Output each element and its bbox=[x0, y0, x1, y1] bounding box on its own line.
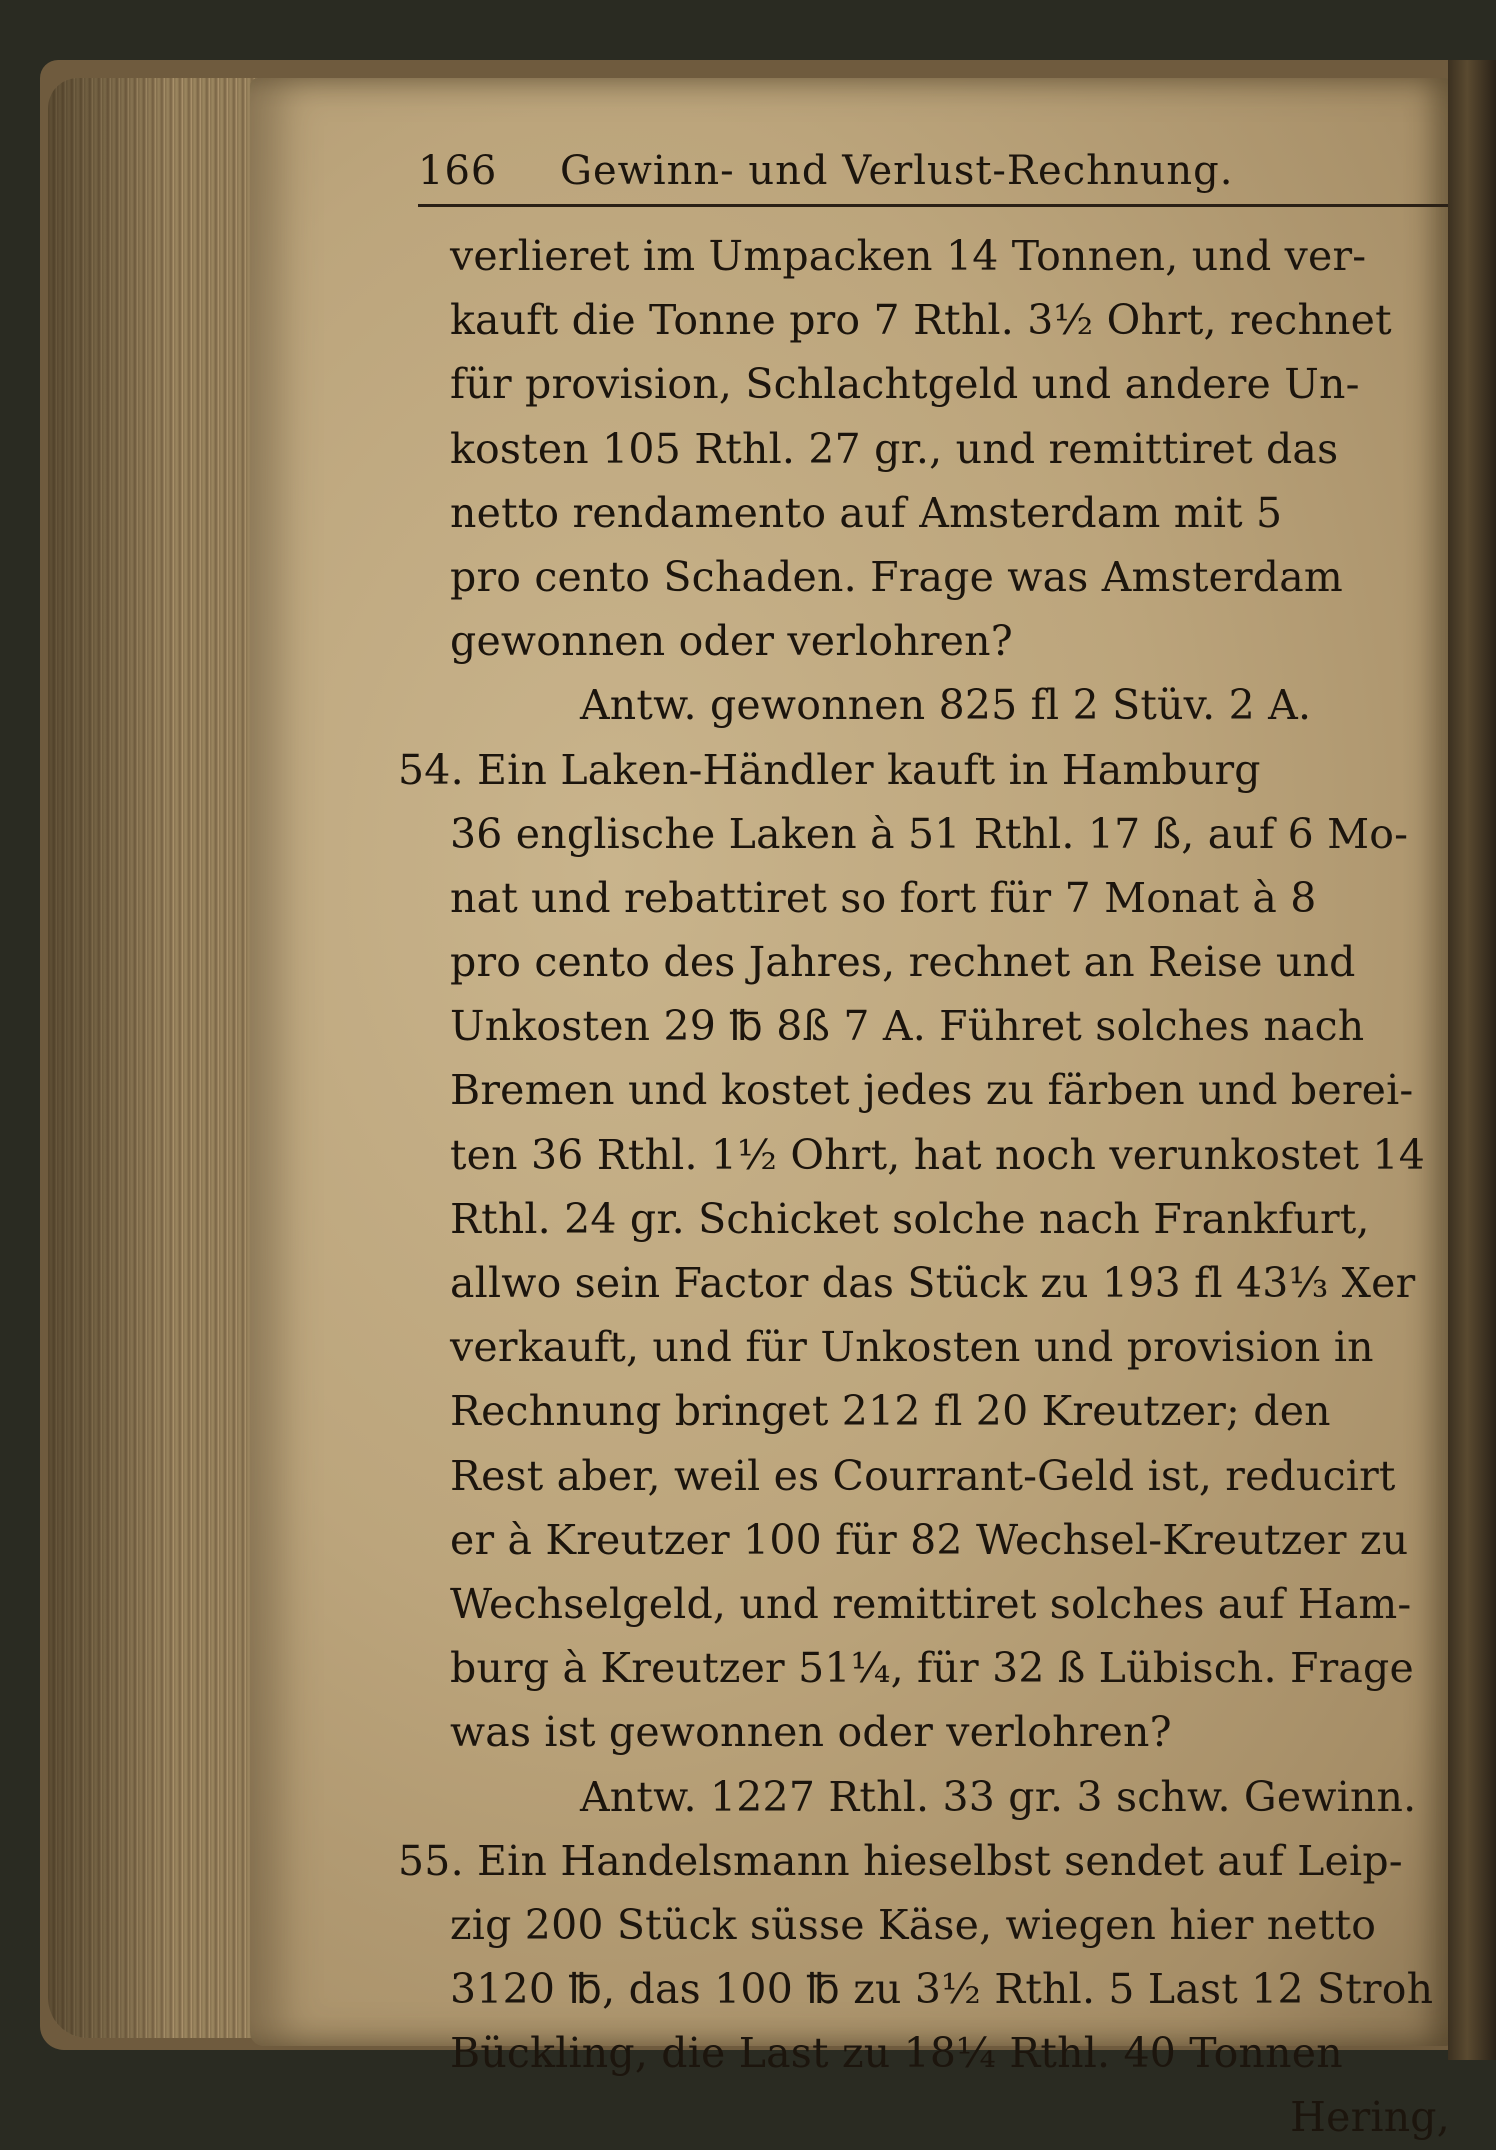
text-line: zig 200 Stück süsse Käse, wiegen hier netto bbox=[450, 1900, 1377, 1949]
text-line: pro cento des Jahres, rechnet an Reise und bbox=[450, 938, 1356, 987]
text-line: netto rendamento auf Amsterdam mit 5 bbox=[450, 488, 1283, 537]
text-line: 55. Ein Handelsmann hieselbst sendet auf Leip- bbox=[398, 1836, 1403, 1885]
text-line: Antw. gewonnen 825 fl 2 Stüv. 2 A. bbox=[580, 681, 1312, 730]
body-text bbox=[398, 224, 1450, 2150]
text-line: Hering, bbox=[1290, 2093, 1450, 2142]
page-edges bbox=[48, 78, 258, 2038]
text-line: Bückling, die Last zu 18¼ Rthl. 40 Tonnen bbox=[450, 2029, 1343, 2078]
text-line: Wechselgeld, und remittiret solches auf Ham- bbox=[450, 1579, 1412, 1628]
page-text bbox=[300, 140, 1450, 2142]
text-line: Rest aber, weil es Courrant-Geld ist, reducirt bbox=[450, 1451, 1396, 1500]
book-gutter bbox=[1448, 60, 1496, 2060]
text-line: nat und rebattiret so fort für 7 Monat à 8 bbox=[450, 873, 1317, 922]
text-line: er à Kreutzer 100 für 82 Wechsel-Kreutzer zu bbox=[450, 1515, 1409, 1564]
text-line: kauft die Tonne pro 7 Rthl. 3½ Ohrt, rechnet bbox=[450, 296, 1392, 345]
text-line: für provision, Schlachtgeld und andere Un- bbox=[450, 360, 1360, 409]
text-line: Rthl. 24 gr. Schicket solche nach Frankfurt, bbox=[450, 1194, 1370, 1243]
text-line: Rechnung bringet 212 fl 20 Kreutzer; den bbox=[450, 1387, 1331, 1436]
header-rule bbox=[418, 204, 1448, 207]
text-line: Bremen und kostet jedes zu färben und berei- bbox=[450, 1066, 1414, 1115]
text-line: ten 36 Rthl. 1½ Ohrt, hat noch verunkostet 14 bbox=[450, 1130, 1426, 1179]
text-line: allwo sein Factor das Stück zu 193 fl 43⅓ Xer bbox=[450, 1259, 1416, 1307]
page-number: 166 bbox=[418, 148, 498, 194]
text-line: verkauft, und für Unkosten und provision in bbox=[450, 1323, 1374, 1372]
running-title: Gewinn- und Verlust-Rechnung. bbox=[560, 148, 1234, 194]
text-line: burg à Kreutzer 51¼, für 32 ß Lübisch. Frage bbox=[450, 1644, 1414, 1693]
text-line: kosten 105 Rthl. 27 gr., und remittiret das bbox=[450, 424, 1339, 473]
page-header bbox=[300, 140, 1450, 210]
text-line: 54. Ein Laken-Händler kauft in Hamburg bbox=[398, 745, 1261, 794]
text-line: was ist gewonnen oder verlohren? bbox=[450, 1708, 1172, 1757]
text-line: Unkosten 29 ℔ 8ß 7 A. Führet solches nach bbox=[450, 1002, 1365, 1051]
text-line: verlieret im Umpacken 14 Tonnen, und ver- bbox=[450, 232, 1367, 280]
text-line: 3120 ℔, das 100 ℔ zu 3½ Rthl. 5 Last 12 Stroh bbox=[450, 1965, 1434, 2014]
text-line: Antw. 1227 Rthl. 33 gr. 3 schw. Gewinn. bbox=[580, 1772, 1417, 1821]
text-line: 36 englische Laken à 51 Rthl. 17 ß, auf 6 Mo- bbox=[450, 809, 1409, 858]
text-line: pro cento Schaden. Frage was Amsterdam bbox=[450, 552, 1343, 601]
text-line: gewonnen oder verlohren? bbox=[450, 617, 1013, 666]
